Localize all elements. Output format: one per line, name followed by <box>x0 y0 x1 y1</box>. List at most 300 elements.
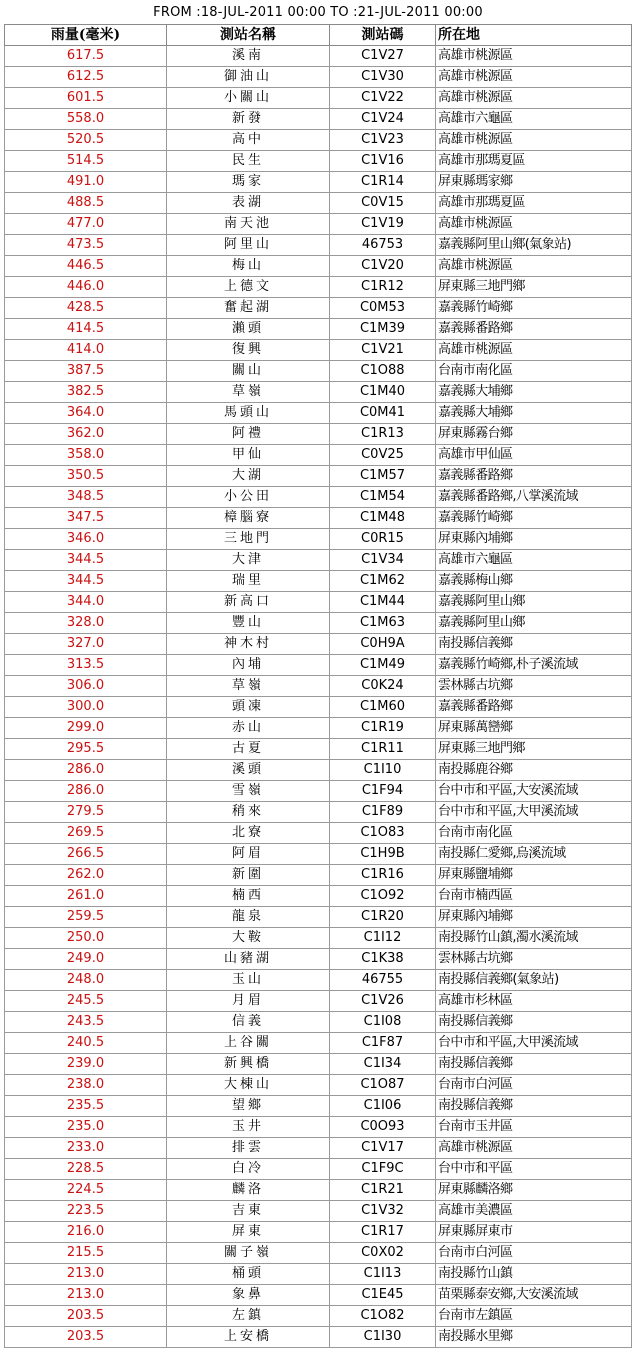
station-id-cell: C0R15 <box>330 529 436 550</box>
station-id-cell: C1R16 <box>330 865 436 886</box>
table-row <box>5 424 632 445</box>
rainfall-cell: 306.0 <box>5 676 167 697</box>
rainfall-cell: 239.0 <box>5 1054 167 1075</box>
table-row <box>5 214 632 235</box>
location-cell: 台中市和平區,大甲溪流域 <box>436 1033 632 1054</box>
location-cell: 台中市和平區,大甲溪流域 <box>436 802 632 823</box>
rainfall-cell: 216.0 <box>5 1222 167 1243</box>
station-id-cell: C1M48 <box>330 508 436 529</box>
rainfall-cell: 348.5 <box>5 487 167 508</box>
station-name-cell: 溪南 <box>167 46 330 67</box>
station-id-cell: C1K38 <box>330 949 436 970</box>
location-cell: 苗栗縣泰安鄉,大安溪流域 <box>436 1285 632 1306</box>
table-row <box>5 1117 632 1138</box>
location-cell: 高雄市桃源區 <box>436 1138 632 1159</box>
location-cell: 台南市楠西區 <box>436 886 632 907</box>
station-name-cell: 大津 <box>167 550 330 571</box>
table-row <box>5 886 632 907</box>
station-id-cell: C1R13 <box>330 424 436 445</box>
table-row <box>5 1243 632 1264</box>
table-row <box>5 172 632 193</box>
rainfall-cell: 382.5 <box>5 382 167 403</box>
table-row <box>5 1138 632 1159</box>
station-id-cell: C1O92 <box>330 886 436 907</box>
location-cell: 高雄市六龜區 <box>436 550 632 571</box>
rainfall-cell: 300.0 <box>5 697 167 718</box>
table-row <box>5 1201 632 1222</box>
station-id-cell: C1V21 <box>330 340 436 361</box>
station-id-cell: C1V23 <box>330 130 436 151</box>
table-row <box>5 1180 632 1201</box>
table-row <box>5 613 632 634</box>
table-row <box>5 151 632 172</box>
station-id-cell: C1F94 <box>330 781 436 802</box>
location-cell: 高雄市桃源區 <box>436 214 632 235</box>
rainfall-cell: 286.0 <box>5 781 167 802</box>
station-name-cell: 左鎮 <box>167 1306 330 1327</box>
station-id-cell: C0X02 <box>330 1243 436 1264</box>
station-id-cell: 46753 <box>330 235 436 256</box>
rainfall-cell: 617.5 <box>5 46 167 67</box>
station-id-cell: C1V20 <box>330 256 436 277</box>
station-name-cell: 馬頭山 <box>167 403 330 424</box>
station-id-cell: C1M39 <box>330 319 436 340</box>
station-name-cell: 大湖 <box>167 466 330 487</box>
station-name-cell: 草嶺 <box>167 382 330 403</box>
table-row <box>5 319 632 340</box>
rainfall-cell: 446.5 <box>5 256 167 277</box>
location-cell: 台中市和平區,大安溪流域 <box>436 781 632 802</box>
station-id-cell: C1V17 <box>330 1138 436 1159</box>
table-row <box>5 571 632 592</box>
station-name-cell: 上谷關 <box>167 1033 330 1054</box>
rainfall-cell: 344.5 <box>5 571 167 592</box>
station-name-cell: 楠西 <box>167 886 330 907</box>
station-id-cell: C1R21 <box>330 1180 436 1201</box>
station-name-cell: 阿里山 <box>167 235 330 256</box>
station-name-cell: 龍泉 <box>167 907 330 928</box>
column-header-location: 所在地 <box>436 25 632 46</box>
rainfall-cell: 295.5 <box>5 739 167 760</box>
location-cell: 台中市和平區 <box>436 1159 632 1180</box>
table-row <box>5 340 632 361</box>
station-name-cell: 新圍 <box>167 865 330 886</box>
location-cell: 嘉義縣竹崎鄉 <box>436 508 632 529</box>
station-id-cell: C1V34 <box>330 550 436 571</box>
table-row <box>5 298 632 319</box>
table-row <box>5 1222 632 1243</box>
rainfall-cell: 514.5 <box>5 151 167 172</box>
station-id-cell: C1M63 <box>330 613 436 634</box>
table-row <box>5 1054 632 1075</box>
station-id-cell: C1E45 <box>330 1285 436 1306</box>
location-cell: 高雄市甲仙區 <box>436 445 632 466</box>
station-id-cell: C1R17 <box>330 1222 436 1243</box>
table-row <box>5 46 632 67</box>
station-name-cell: 關子嶺 <box>167 1243 330 1264</box>
rainfall-cell: 245.5 <box>5 991 167 1012</box>
rainfall-cell: 364.0 <box>5 403 167 424</box>
station-name-cell: 玉山 <box>167 970 330 991</box>
station-name-cell: 赤山 <box>167 718 330 739</box>
station-id-cell: C1I08 <box>330 1012 436 1033</box>
location-cell: 高雄市那瑪夏區 <box>436 193 632 214</box>
station-name-cell: 頭凍 <box>167 697 330 718</box>
station-id-cell: C1V19 <box>330 214 436 235</box>
station-name-cell: 望鄉 <box>167 1096 330 1117</box>
location-cell: 台南市白河區 <box>436 1075 632 1096</box>
rainfall-cell: 387.5 <box>5 361 167 382</box>
table-row <box>5 991 632 1012</box>
station-id-cell: C0M53 <box>330 298 436 319</box>
rainfall-cell: 350.5 <box>5 466 167 487</box>
station-id-cell: C0O93 <box>330 1117 436 1138</box>
station-name-cell: 麟洛 <box>167 1180 330 1201</box>
location-cell: 嘉義縣番路鄉 <box>436 466 632 487</box>
location-cell: 嘉義縣大埔鄉 <box>436 382 632 403</box>
station-id-cell: C1V16 <box>330 151 436 172</box>
rainfall-cell: 558.0 <box>5 109 167 130</box>
station-name-cell: 瀨頭 <box>167 319 330 340</box>
rainfall-table <box>4 24 632 1348</box>
rainfall-cell: 477.0 <box>5 214 167 235</box>
location-cell: 高雄市桃源區 <box>436 130 632 151</box>
station-id-cell: C1R20 <box>330 907 436 928</box>
table-row <box>5 781 632 802</box>
location-cell: 嘉義縣竹崎鄉 <box>436 298 632 319</box>
table-row <box>5 676 632 697</box>
table-row <box>5 529 632 550</box>
rainfall-cell: 313.5 <box>5 655 167 676</box>
rainfall-cell: 213.0 <box>5 1264 167 1285</box>
station-id-cell: C1I12 <box>330 928 436 949</box>
station-name-cell: 新興橋 <box>167 1054 330 1075</box>
station-id-cell: C1V32 <box>330 1201 436 1222</box>
location-cell: 高雄市杉林區 <box>436 991 632 1012</box>
rainfall-cell: 601.5 <box>5 88 167 109</box>
station-id-cell: C1M40 <box>330 382 436 403</box>
location-cell: 屏東縣內埔鄉 <box>436 907 632 928</box>
location-cell: 南投縣鹿谷鄉 <box>436 760 632 781</box>
table-row <box>5 193 632 214</box>
station-id-cell: C1V27 <box>330 46 436 67</box>
rainfall-cell: 261.0 <box>5 886 167 907</box>
location-cell: 高雄市六龜區 <box>436 109 632 130</box>
station-id-cell: C1V26 <box>330 991 436 1012</box>
table-row <box>5 634 632 655</box>
location-cell: 南投縣信義鄉 <box>436 1054 632 1075</box>
rainfall-cell: 248.0 <box>5 970 167 991</box>
table-row <box>5 1264 632 1285</box>
station-id-cell: C1M44 <box>330 592 436 613</box>
location-cell: 高雄市那瑪夏區 <box>436 151 632 172</box>
station-id-cell: C1I34 <box>330 1054 436 1075</box>
location-cell: 台南市南化區 <box>436 361 632 382</box>
location-cell: 雲林縣古坑鄉 <box>436 676 632 697</box>
station-name-cell: 雪嶺 <box>167 781 330 802</box>
station-id-cell: C1I06 <box>330 1096 436 1117</box>
rainfall-cell: 358.0 <box>5 445 167 466</box>
station-id-cell: C1M57 <box>330 466 436 487</box>
station-name-cell: 北寮 <box>167 823 330 844</box>
station-id-cell: C1F89 <box>330 802 436 823</box>
table-row <box>5 1012 632 1033</box>
table-row <box>5 949 632 970</box>
station-name-cell: 上安橋 <box>167 1327 330 1348</box>
rainfall-cell: 328.0 <box>5 613 167 634</box>
rainfall-cell: 327.0 <box>5 634 167 655</box>
station-name-cell: 上德文 <box>167 277 330 298</box>
station-name-cell: 豐山 <box>167 613 330 634</box>
location-cell: 高雄市桃源區 <box>436 88 632 109</box>
rainfall-cell: 215.5 <box>5 1243 167 1264</box>
table-row <box>5 508 632 529</box>
table-row <box>5 88 632 109</box>
location-cell: 高雄市桃源區 <box>436 256 632 277</box>
rainfall-cell: 235.0 <box>5 1117 167 1138</box>
table-row <box>5 802 632 823</box>
station-name-cell: 御油山 <box>167 67 330 88</box>
table-row <box>5 403 632 424</box>
station-id-cell: C1R11 <box>330 739 436 760</box>
location-cell: 嘉義縣阿里山鄉 <box>436 613 632 634</box>
station-id-cell: C1I30 <box>330 1327 436 1348</box>
location-cell: 屏東縣三地門鄉 <box>436 277 632 298</box>
station-id-cell: C1V22 <box>330 88 436 109</box>
rainfall-cell: 269.5 <box>5 823 167 844</box>
rainfall-cell: 240.5 <box>5 1033 167 1054</box>
station-name-cell: 排雲 <box>167 1138 330 1159</box>
location-cell: 嘉義縣竹崎鄉,朴子溪流域 <box>436 655 632 676</box>
location-cell: 屏東縣萬巒鄉 <box>436 718 632 739</box>
table-row <box>5 760 632 781</box>
location-cell: 嘉義縣番路鄉 <box>436 697 632 718</box>
station-id-cell: C1M49 <box>330 655 436 676</box>
station-id-cell: C0V15 <box>330 193 436 214</box>
station-id-cell: C1M60 <box>330 697 436 718</box>
location-cell: 高雄市美濃區 <box>436 1201 632 1222</box>
station-id-cell: C1M54 <box>330 487 436 508</box>
table-row <box>5 445 632 466</box>
rainfall-cell: 362.0 <box>5 424 167 445</box>
rainfall-cell: 238.0 <box>5 1075 167 1096</box>
rainfall-cell: 344.5 <box>5 550 167 571</box>
station-name-cell: 瑪家 <box>167 172 330 193</box>
station-name-cell: 象鼻 <box>167 1285 330 1306</box>
location-cell: 嘉義縣阿里山鄉 <box>436 592 632 613</box>
station-name-cell: 草嶺 <box>167 676 330 697</box>
location-cell: 屏東縣三地門鄉 <box>436 739 632 760</box>
rainfall-cell: 414.5 <box>5 319 167 340</box>
station-id-cell: C1R14 <box>330 172 436 193</box>
rainfall-cell: 446.0 <box>5 277 167 298</box>
station-id-cell: C0H9A <box>330 634 436 655</box>
station-name-cell: 溪頭 <box>167 760 330 781</box>
page-title: FROM :18-JUL-2011 00:00 TO :21-JUL-2011 00:00 <box>153 5 483 20</box>
table-row <box>5 256 632 277</box>
rainfall-cell: 224.5 <box>5 1180 167 1201</box>
station-name-cell: 屏東 <box>167 1222 330 1243</box>
table-row <box>5 865 632 886</box>
location-cell: 屏東縣瑪家鄉 <box>436 172 632 193</box>
station-id-cell: 46755 <box>330 970 436 991</box>
station-id-cell: C1O87 <box>330 1075 436 1096</box>
table-row <box>5 1096 632 1117</box>
station-name-cell: 內埔 <box>167 655 330 676</box>
station-id-cell: C1H9B <box>330 844 436 865</box>
location-cell: 南投縣竹山鎮 <box>436 1264 632 1285</box>
table-row <box>5 697 632 718</box>
table-row <box>5 655 632 676</box>
table-row <box>5 823 632 844</box>
station-name-cell: 吉東 <box>167 1201 330 1222</box>
station-id-cell: C1R19 <box>330 718 436 739</box>
station-name-cell: 表湖 <box>167 193 330 214</box>
station-id-cell: C1R12 <box>330 277 436 298</box>
location-cell: 雲林縣古坑鄉 <box>436 949 632 970</box>
table-row <box>5 592 632 613</box>
table-row <box>5 1327 632 1348</box>
station-name-cell: 瑞里 <box>167 571 330 592</box>
station-name-cell: 復興 <box>167 340 330 361</box>
rainfall-cell: 299.0 <box>5 718 167 739</box>
station-name-cell: 神木村 <box>167 634 330 655</box>
station-name-cell: 樟腦寮 <box>167 508 330 529</box>
station-name-cell: 信義 <box>167 1012 330 1033</box>
station-name-cell: 白冷 <box>167 1159 330 1180</box>
location-cell: 南投縣信義鄉 <box>436 1012 632 1033</box>
location-cell: 嘉義縣番路鄉,八掌溪流域 <box>436 487 632 508</box>
station-id-cell: C1M62 <box>330 571 436 592</box>
station-name-cell: 高中 <box>167 130 330 151</box>
rainfall-cell: 249.0 <box>5 949 167 970</box>
station-name-cell: 山豬湖 <box>167 949 330 970</box>
location-cell: 南投縣仁愛鄉,烏溪流域 <box>436 844 632 865</box>
rainfall-cell: 243.5 <box>5 1012 167 1033</box>
location-cell: 嘉義縣番路鄉 <box>436 319 632 340</box>
table-row <box>5 1075 632 1096</box>
location-cell: 南投縣水里鄉 <box>436 1327 632 1348</box>
station-name-cell: 阿眉 <box>167 844 330 865</box>
rainfall-cell: 228.5 <box>5 1159 167 1180</box>
station-id-cell: C0K24 <box>330 676 436 697</box>
station-id-cell: C1I13 <box>330 1264 436 1285</box>
column-header-station-name: 測站名稱 <box>167 25 330 46</box>
table-row <box>5 487 632 508</box>
station-id-cell: C1O88 <box>330 361 436 382</box>
station-id-cell: C1I10 <box>330 760 436 781</box>
table-row <box>5 739 632 760</box>
station-name-cell: 民生 <box>167 151 330 172</box>
rainfall-cell: 612.5 <box>5 67 167 88</box>
rainfall-cell: 344.0 <box>5 592 167 613</box>
table-row <box>5 1285 632 1306</box>
location-cell: 屏東縣鹽埔鄉 <box>436 865 632 886</box>
station-name-cell: 梅山 <box>167 256 330 277</box>
location-cell: 屏東縣屏東市 <box>436 1222 632 1243</box>
column-header-rainfall: 雨量(毫米) <box>5 25 167 46</box>
station-id-cell: C0V25 <box>330 445 436 466</box>
station-id-cell: C1O83 <box>330 823 436 844</box>
table-body <box>5 46 632 1348</box>
rainfall-cell: 279.5 <box>5 802 167 823</box>
station-name-cell: 南天池 <box>167 214 330 235</box>
rainfall-cell: 347.5 <box>5 508 167 529</box>
rainfall-cell: 346.0 <box>5 529 167 550</box>
station-name-cell: 阿禮 <box>167 424 330 445</box>
station-name-cell: 小公田 <box>167 487 330 508</box>
station-name-cell: 大鞍 <box>167 928 330 949</box>
station-name-cell: 新發 <box>167 109 330 130</box>
rainfall-cell: 203.5 <box>5 1306 167 1327</box>
table-row <box>5 466 632 487</box>
station-name-cell: 月眉 <box>167 991 330 1012</box>
table-row <box>5 970 632 991</box>
station-name-cell: 三地門 <box>167 529 330 550</box>
station-id-cell: C0M41 <box>330 403 436 424</box>
rainfall-cell: 223.5 <box>5 1201 167 1222</box>
location-cell: 屏東縣麟洛鄉 <box>436 1180 632 1201</box>
rainfall-cell: 520.5 <box>5 130 167 151</box>
station-name-cell: 奮起湖 <box>167 298 330 319</box>
rainfall-cell: 428.5 <box>5 298 167 319</box>
table-row <box>5 382 632 403</box>
table-row <box>5 109 632 130</box>
table-row <box>5 1306 632 1327</box>
station-name-cell: 桶頭 <box>167 1264 330 1285</box>
table-row <box>5 928 632 949</box>
location-cell: 南投縣信義鄉(氣象站) <box>436 970 632 991</box>
station-name-cell: 甲仙 <box>167 445 330 466</box>
location-cell: 高雄市桃源區 <box>436 340 632 361</box>
location-cell: 嘉義縣大埔鄉 <box>436 403 632 424</box>
station-name-cell: 古夏 <box>167 739 330 760</box>
location-cell: 高雄市桃源區 <box>436 67 632 88</box>
rainfall-cell: 235.5 <box>5 1096 167 1117</box>
rainfall-cell: 266.5 <box>5 844 167 865</box>
table-row <box>5 550 632 571</box>
table-row <box>5 844 632 865</box>
station-name-cell: 關山 <box>167 361 330 382</box>
station-id-cell: C1V24 <box>330 109 436 130</box>
table-row <box>5 277 632 298</box>
rainfall-cell: 250.0 <box>5 928 167 949</box>
rainfall-cell: 488.5 <box>5 193 167 214</box>
station-id-cell: C1F9C <box>330 1159 436 1180</box>
location-cell: 台南市玉井區 <box>436 1117 632 1138</box>
rainfall-cell: 259.5 <box>5 907 167 928</box>
location-cell: 台南市白河區 <box>436 1243 632 1264</box>
location-cell: 南投縣信義鄉 <box>436 634 632 655</box>
location-cell: 台南市南化區 <box>436 823 632 844</box>
location-cell: 嘉義縣梅山鄉 <box>436 571 632 592</box>
rainfall-cell: 262.0 <box>5 865 167 886</box>
rainfall-cell: 286.0 <box>5 760 167 781</box>
location-cell: 屏東縣內埔鄉 <box>436 529 632 550</box>
station-id-cell: C1O82 <box>330 1306 436 1327</box>
table-row <box>5 718 632 739</box>
location-cell: 南投縣信義鄉 <box>436 1096 632 1117</box>
station-name-cell: 大棟山 <box>167 1075 330 1096</box>
rainfall-cell: 213.0 <box>5 1285 167 1306</box>
rainfall-cell: 203.5 <box>5 1327 167 1348</box>
location-cell: 南投縣竹山鎮,濁水溪流域 <box>436 928 632 949</box>
station-name-cell: 新高口 <box>167 592 330 613</box>
station-id-cell: C1F87 <box>330 1033 436 1054</box>
table-row <box>5 1033 632 1054</box>
column-header-station-id: 測站碼 <box>330 25 436 46</box>
table-row <box>5 1159 632 1180</box>
